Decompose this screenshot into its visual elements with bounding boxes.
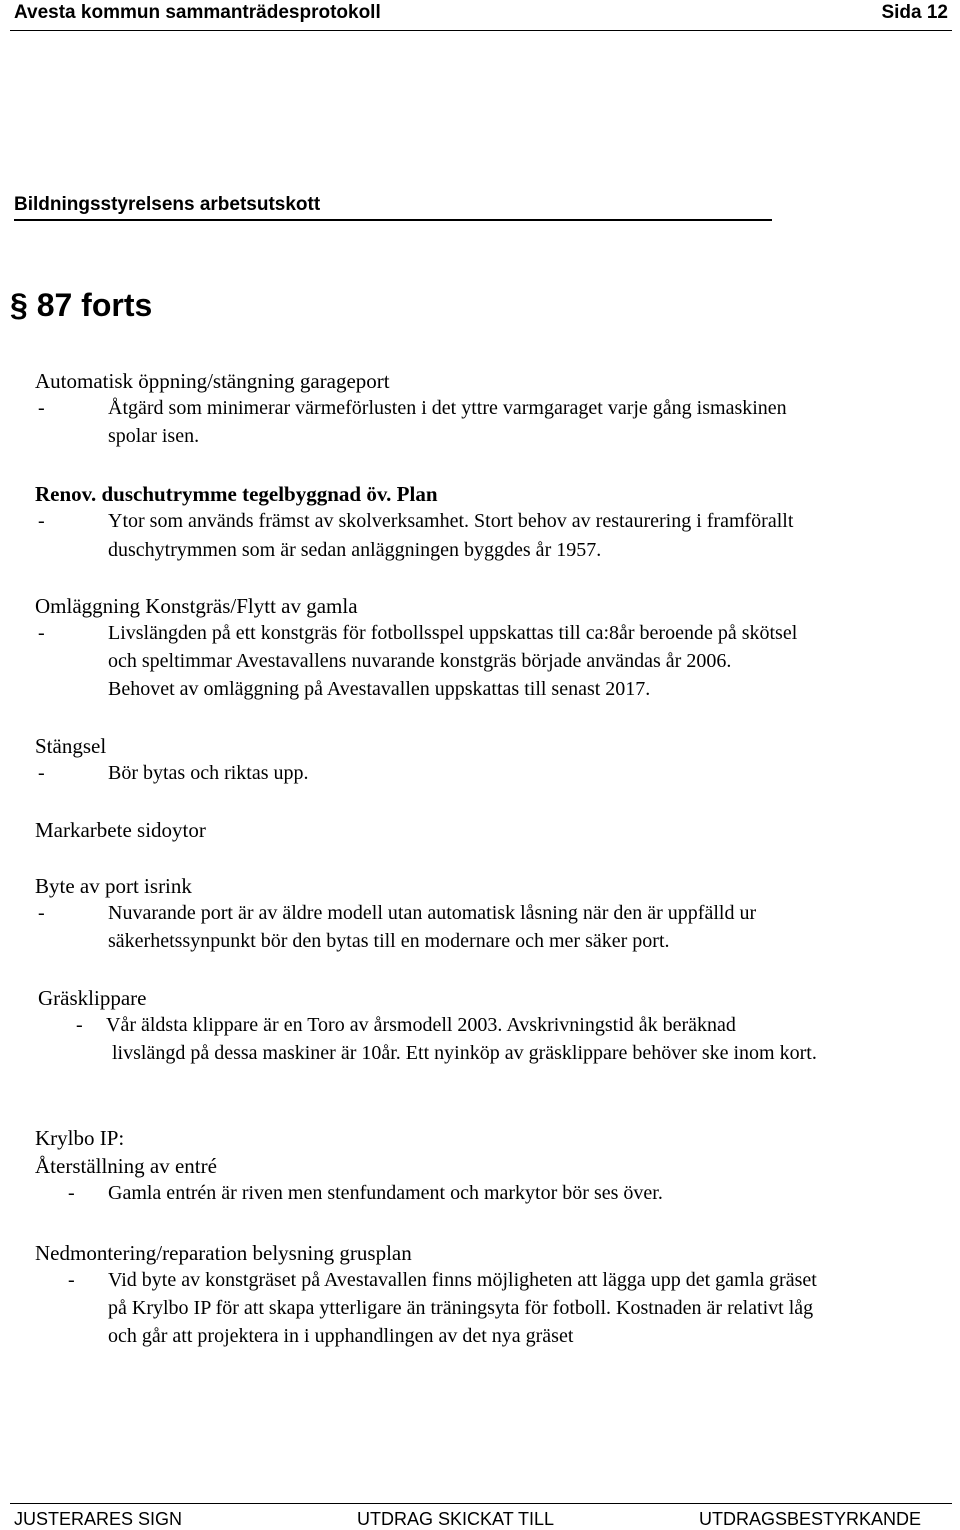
item-text-line: Vid byte av konstgräset på Avestavallen finns möjligheten att lägga upp det gamla gräset: [108, 1269, 817, 1291]
page-number: Sida 12: [881, 2, 948, 23]
bullet-dash: -: [38, 510, 45, 532]
item-text-line: på Krylbo IP för att skapa ytterligare än träningsyta för fotboll. Kostnaden är relativt låg: [108, 1297, 814, 1319]
bullet-dash: -: [38, 622, 45, 644]
item-text-line: och går att projektera in i upphandlingen av det nya gräset: [108, 1325, 574, 1347]
item-heading: Krylbo IP:: [35, 1126, 125, 1150]
document-title: Avesta kommun sammanträdesprotokoll: [14, 2, 381, 23]
item-text-line: säkerhetssynpunkt bör den bytas till en modernare och mer säker port.: [108, 930, 670, 952]
item-text-line: Behovet av omläggning på Avestavallen uppskattas till senast 2017.: [108, 678, 651, 700]
bullet-dash: -: [68, 1182, 75, 1204]
item-text-line: Ytor som används främst av skolverksamhet. Stort behov av restaurering i framförallt: [108, 510, 794, 532]
header-rule: [10, 30, 952, 31]
bullet-dash: -: [76, 1014, 83, 1036]
item-text-line: Nuvarande port är av äldre modell utan automatisk låsning när den är uppfälld ur: [108, 902, 757, 924]
item-heading: Markarbete sidoytor: [35, 818, 206, 842]
item-heading: Renov. duschutrymme tegelbyggnad öv. Plan: [35, 482, 438, 506]
bullet-dash: -: [38, 762, 45, 784]
item-heading: Gräsklippare: [38, 986, 147, 1010]
signature-label-certifying: UTDRAGSBESTYRKANDE: [699, 1509, 922, 1529]
item-text-line: livslängd på dessa maskiner är 10år. Ett nyinköp av gräsklippare behöver ske inom kort.: [112, 1042, 817, 1064]
item-text-line: Åtgärd som minimerar värmeförlusten i det yttre varmgaraget varje gång ismaskinen: [108, 397, 787, 419]
item-heading: Omläggning Konstgräs/Flytt av gamla: [35, 594, 358, 618]
bullet-dash: -: [38, 397, 45, 419]
item-text-line: och speltimmar Avestavallens nuvarande konstgräs började användas år 2006.: [108, 650, 732, 672]
item-text-line: duschytrymmen som är sedan anläggningen byggdes år 1957.: [108, 539, 602, 561]
signature-label-sent-to: UTDRAG SKICKAT TILL: [357, 1509, 555, 1529]
item-heading: Nedmontering/reparation belysning grusplan: [35, 1241, 412, 1265]
section-heading: [10, 287, 152, 324]
section-title: 87 forts: [36, 287, 153, 323]
item-text-line: Vår äldsta klippare är en Toro av årsmodell 2003. Avskrivningstid åk beräknad: [106, 1014, 736, 1036]
item-heading: Byte av port isrink: [35, 874, 192, 898]
item-text-line: spolar isen.: [108, 425, 200, 447]
item-text-line: Bör bytas och riktas upp.: [108, 762, 309, 784]
committee-rule: [14, 219, 772, 221]
item-heading: Stängsel: [35, 734, 107, 758]
signature-label-adjuster: JUSTERARES SIGN: [14, 1509, 183, 1529]
section-symbol: §: [10, 287, 28, 323]
footer-rule: [10, 1503, 952, 1504]
item-text-line: Livslängden på ett konstgräs för fotbollsspel uppskattas till ca:8år beroende på skötsel: [108, 622, 798, 644]
committee-name: Bildningsstyrelsens arbetsutskott: [14, 194, 321, 215]
item-heading: Automatisk öppning/stängning garageport: [35, 369, 390, 393]
item-text-line: Gamla entrén är riven men stenfundament och markytor bör ses över.: [108, 1182, 663, 1204]
bullet-dash: -: [38, 902, 45, 924]
item-heading: Återställning av entré: [35, 1154, 217, 1178]
bullet-dash: -: [68, 1269, 75, 1291]
